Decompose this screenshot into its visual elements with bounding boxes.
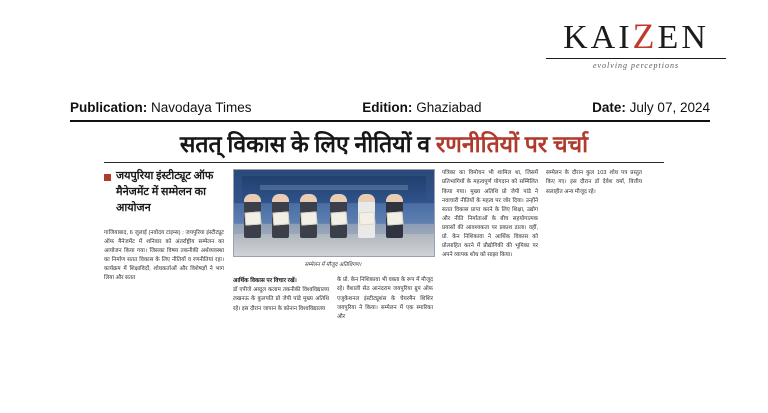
publication-label: Publication:: [70, 100, 148, 115]
headline-red-part: रणनीतियों पर चर्चा: [435, 132, 589, 157]
photo-person: [330, 194, 347, 238]
logo-text-highlight: Z: [632, 16, 658, 56]
photo-caption: सम्मेलन में मौजूद अतिथिगण।: [304, 262, 362, 269]
publication-value: Navodaya Times: [151, 100, 252, 115]
headline-black-part: सतत् विकास के लिए नीतियों व: [179, 132, 431, 157]
logo-text-part1: KAI: [563, 19, 633, 56]
logo-tagline: evolving perceptions: [592, 61, 680, 70]
newspaper-clipping: [104, 130, 664, 345]
logo-text-part2: EN: [657, 19, 709, 56]
date-label: Date:: [592, 100, 626, 115]
photo-person: [272, 194, 289, 238]
clipping-meta-row: [70, 100, 710, 115]
clipping-subcolumn-3a: [442, 169, 538, 345]
certificate-sheet: [387, 212, 404, 226]
publication-field: [70, 100, 252, 115]
logo-wordmark: [546, 18, 726, 55]
column-3-subcolumns: [442, 169, 642, 345]
edition-field: [362, 100, 481, 115]
meta-underline: [70, 120, 710, 122]
logo-divider: [546, 58, 726, 59]
clipping-subcolumn-3b: [546, 169, 642, 345]
photo-person: [358, 194, 375, 238]
certificate-sheet: [359, 212, 376, 226]
body-paragraph: पत्रिका का विमोचन भी शामिल था, जिसमें प्रतिभागियों के महत्वपूर्ण योगदान को सम्मिलित किया गया। मुख्य अतिथि प्रो जेपी पांडे ने नवाचारी नीतियों के महत्व पर जोर दिया। उन्होंने सतत विकास प्राप्त करने के लिए शिक्षा, उद्योग और नीति निर्माताओं के बीच सहयोगात्मक प्रयासों की आवश्यकता पर प्रकाश डाला। वहीं, प्रो. केन निशिकावा ने आर्थिक विकास को प्रोत्साहित करने में प्रौद्योगिकी की भूमिका पर अपने व्यापक शोध को साझा किया।: [442, 170, 538, 258]
date-value: July 07, 2024: [629, 100, 710, 115]
clipping-column-3: [442, 169, 642, 345]
subhead-text: आर्थिक विकास पर विचार रखें।: [233, 278, 297, 285]
photo-person: [386, 194, 403, 238]
certificate-sheet: [273, 212, 290, 226]
clipping-subcolumn-2a: [233, 276, 329, 321]
clipping-headline: [104, 130, 664, 158]
edition-value: Ghaziabad: [416, 100, 482, 115]
headline-divider: [104, 162, 664, 163]
clipping-kicker: [104, 169, 224, 217]
date-field: [592, 100, 710, 115]
column-2-subcolumns: [233, 276, 433, 321]
event-photo: [233, 169, 435, 257]
edition-label: Edition:: [362, 100, 413, 115]
certificate-sheet: [331, 212, 348, 226]
kicker-text: जयपुरिया इंस्टीट्यूट ऑफ मैनेजमेंट में सम्मेलन का आयोजन: [116, 170, 214, 215]
clipping-column-2: [233, 169, 433, 345]
photo-person: [244, 194, 261, 238]
brand-logo: [546, 18, 726, 70]
body-paragraph: डॉ एपीजे अब्दुल कलाम तकनीकी विश्वविद्यालय लखनऊ के कुलपति प्रो जेपी पांडे मुख्य अतिथि रहे। इस दौरान जापान के कोनान विश्वविद्यालय: [233, 287, 329, 312]
certificate-sheet: [245, 212, 262, 226]
body-paragraph: सम्मेलन के दौरान कुल 103 शोध पत्र प्रस्तुत किए गए। इस दौरान डॉ देवेश वर्मा, वित्तीय सलाहीत अन्य मौजूद रहे।: [546, 170, 642, 195]
clipping-column-1: [104, 169, 224, 345]
certificate-sheet: [301, 212, 318, 226]
clipping-columns: [104, 169, 664, 345]
photo-person: [300, 194, 317, 238]
clipping-dateline: गाजियाबाद, 6 जुलाई (नवोदय टाइम्स) : जयपुरिया इंस्टीट्यूट ऑफ मैनेजमेंट में शनिवार को अंतर्राष्ट्रीय सम्मेलन का आयोजन किया गया। जिसका विषय तकनीकी अर्थव्यवस्था का निर्माण सतत विकास के लिए नीतियों व रणनीतियां रहा। कार्यक्रम में शिक्षाविदों, शोधकर्ताओं और विशेषज्ञों ने भाग लिया और सतत: [104, 230, 224, 282]
bullet-square-icon: [104, 174, 111, 181]
body-paragraph: के प्रो. केन निशिकावा भी वक्ता के रूप में मौजूद रहे। वैशाली सेठ आनंदराम जयपुरिया ग्रुप ऑफ एजुकेशनल इंस्टीट्यूशंस के चेयरमैन शिशिर जयपुरिया ने किया। सम्मेलन में एक स्मारिका और: [337, 277, 433, 320]
clipping-subcolumn-2b: [337, 276, 433, 321]
